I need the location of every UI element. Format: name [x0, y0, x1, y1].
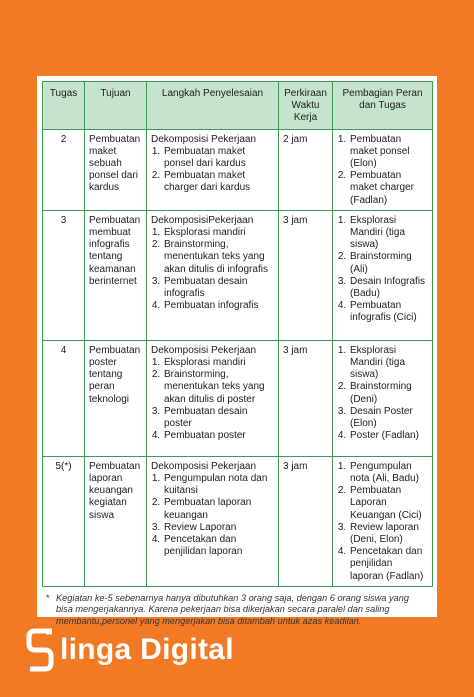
- langkah-list: [151, 473, 274, 558]
- list-item: 1. Eksplorasi mandiri: [163, 227, 274, 239]
- langkah-list: [151, 146, 274, 195]
- peran-list: [337, 461, 428, 583]
- footnote-text: Kegiatan ke-5 sebenarnya hanya dibutuhkan 3 orang saja, dengan 6 orang siswa yang bisa mengerjakannya. Karena pekerjaan bisa dikerjakan secara paralel dan saling membantu,personel yang mengerjakan bisa ditambah untuk azas keadilan.: [56, 592, 409, 626]
- header-tugas: Tugas: [43, 82, 85, 130]
- brand-name: linga Digital: [60, 633, 234, 666]
- header-tujuan: Tujuan: [85, 82, 147, 130]
- cell-tugas: 3: [43, 210, 85, 340]
- list-item: 3. Desain Infografis (Badu): [349, 276, 428, 300]
- list-item: 1. Eksplorasi Mandiri (tiga siswa): [349, 215, 428, 252]
- list-item: 2. Pembuatan maket charger (Fadlan): [349, 170, 428, 207]
- cell-peran: [333, 129, 433, 210]
- list-item: 2. Pembuatan Laporan Keuangan (Cici): [349, 485, 428, 522]
- cell-tugas: 4: [43, 340, 85, 456]
- list-item: 4. Poster (Fadlan): [349, 430, 428, 442]
- cell-tujuan: Pembuatan poster tentang peran teknologi: [85, 340, 147, 456]
- footnote: [42, 593, 432, 628]
- peran-list: [337, 345, 428, 443]
- document-card: [37, 76, 437, 626]
- list-item: 4. Pencetakan dan penjilidan laporan (Fadlan): [349, 546, 428, 583]
- list-item: 2. Brainstorming (Deni): [349, 381, 428, 405]
- cell-tujuan: Pembuatan laporan keuangan kegiatan siswa: [85, 456, 147, 586]
- table-row: [43, 456, 433, 586]
- list-item: 3. Desain Poster (Elon): [349, 406, 428, 430]
- cell-waktu: 3 jam: [279, 210, 333, 340]
- peran-list: [337, 215, 428, 325]
- cell-waktu: 2 jam: [279, 129, 333, 210]
- list-item: 4. Pencetakan dan penjilidan laporan: [163, 534, 274, 558]
- footnote-mark: *: [46, 592, 50, 603]
- header-langkah: Langkah Penyelesaian: [147, 82, 279, 130]
- list-item: 4. Pembuatan infografis (Cici): [349, 300, 428, 324]
- cell-tugas: 5(*): [43, 456, 85, 586]
- list-item: 1. Eksplorasi Mandiri (tiga siswa): [349, 345, 428, 382]
- list-item: 4. Pembuatan poster: [163, 430, 274, 442]
- header-waktu: Perkiraan Waktu Kerja: [279, 82, 333, 130]
- list-item: 3. Review laporan (Deni, Elon): [349, 522, 428, 546]
- cell-waktu: 3 jam: [279, 456, 333, 586]
- table-header-row: [43, 82, 433, 130]
- langkah-heading: Dekomposisi Pekerjaan: [151, 460, 257, 472]
- cell-tujuan: Pembuatan maket sebuah ponsel dari kardus: [85, 129, 147, 210]
- cell-langkah: [147, 129, 279, 210]
- cell-tujuan: Pembuatan membuat infografis tentang keamanan berinternet: [85, 210, 147, 340]
- cell-waktu: 3 jam: [279, 340, 333, 456]
- langkah-heading: DekomposisiPekerjaan: [151, 214, 254, 226]
- s-logo-icon: [26, 628, 54, 672]
- list-item: 3. Review Laporan: [163, 522, 274, 534]
- list-item: 3. Pembuatan desain infografis: [163, 276, 274, 300]
- table-row: [43, 129, 433, 210]
- cell-langkah: [147, 340, 279, 456]
- list-item: 2. Pembuatan laporan keuangan: [163, 497, 274, 521]
- list-item: 1. Pengumpulan nota (Ali, Badu): [349, 461, 428, 485]
- cell-peran: [333, 340, 433, 456]
- cell-langkah: [147, 210, 279, 340]
- cell-peran: [333, 210, 433, 340]
- list-item: 2. Brainstorming (Ali): [349, 251, 428, 275]
- list-item: 2. Brainstorming, menentukan teks yang akan ditulis di poster: [163, 369, 274, 406]
- table-row: [43, 210, 433, 340]
- peran-list: [337, 134, 428, 207]
- list-item: 4. Pembuatan infografis: [163, 300, 274, 312]
- langkah-list: [151, 227, 274, 312]
- list-item: 3. Pembuatan desain poster: [163, 406, 274, 430]
- langkah-heading: Dekomposisi Pekerjaan: [151, 344, 257, 356]
- brand-logo: [26, 628, 234, 672]
- langkah-list: [151, 357, 274, 442]
- table-row: [43, 340, 433, 456]
- cell-tugas: 2: [43, 129, 85, 210]
- task-table: [42, 81, 433, 587]
- cell-langkah: [147, 456, 279, 586]
- header-peran: Pembagian Peran dan Tugas: [333, 82, 433, 130]
- list-item: 2. Pembuatan maket charger dari kardus: [163, 170, 274, 194]
- langkah-heading: Dekomposisi Pekerjaan: [151, 133, 257, 145]
- cell-peran: [333, 456, 433, 586]
- list-item: 2. Brainstorming, menentukan teks yang akan ditulis di infografis: [163, 239, 274, 276]
- list-item: 1. Pembuatan maket ponsel dari kardus: [163, 146, 274, 170]
- list-item: 1. Eksplorasi mandiri: [163, 357, 274, 369]
- list-item: 1. Pengumpulan nota dan kuitansi: [163, 473, 274, 497]
- list-item: 1. Pembuatan maket ponsel (Elon): [349, 134, 428, 171]
